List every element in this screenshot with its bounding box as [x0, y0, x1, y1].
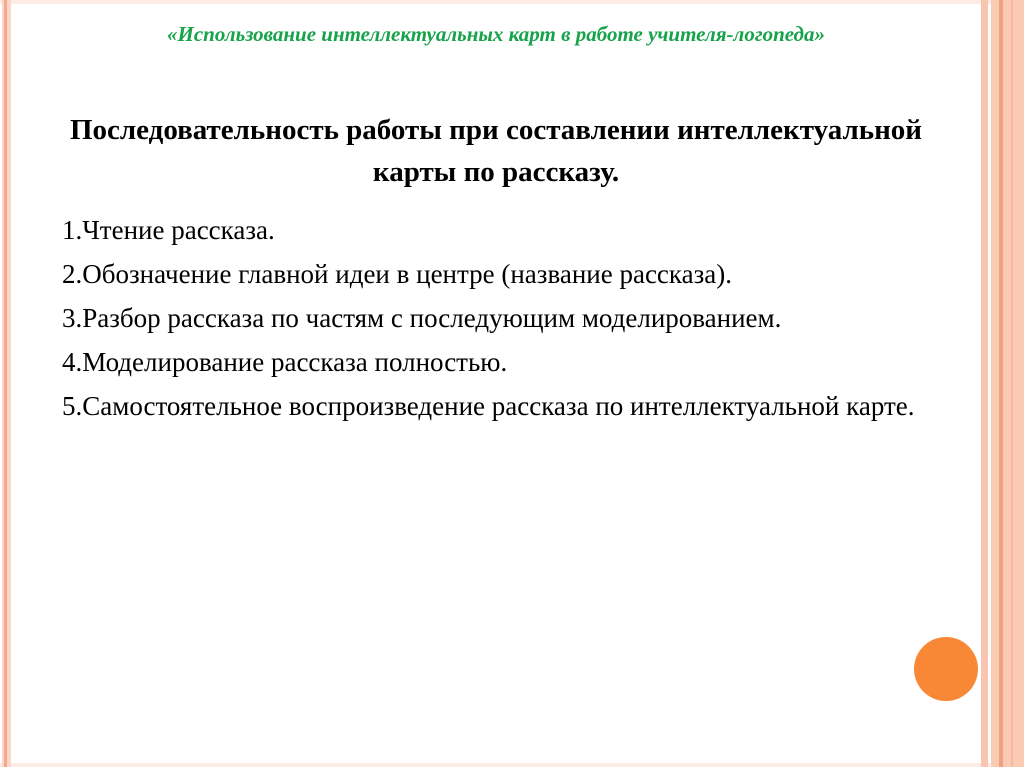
right-band-accent-line	[1011, 0, 1013, 767]
top-border-strip	[0, 0, 1024, 4]
list-item: 1.Чтение рассказа.	[62, 215, 275, 245]
list-item: 2.Обозначение главной идеи в центре (название рассказа).	[62, 259, 733, 289]
slide-title	[20, 109, 972, 193]
slide-header-title: «Использование интеллектуальных карт в работе учителя-логопеда»	[167, 22, 825, 46]
right-border-stripe	[981, 0, 988, 767]
left-border-stripe	[7, 0, 11, 767]
slide-title-line2: карты по рассказу.	[372, 156, 620, 188]
right-border-band	[991, 0, 1024, 767]
list-item: 3.Разбор рассказа по частям с последующим моделированием.	[62, 303, 782, 333]
accent-circle-decoration	[914, 637, 978, 701]
bottom-border-strip	[0, 763, 1024, 767]
slide-title-line1: Последовательность работы при составлении интеллектуальной	[69, 114, 923, 146]
right-band-accent-line	[999, 0, 1003, 767]
step-list	[62, 214, 934, 434]
list-item: 4.Моделирование рассказа полностью.	[62, 347, 508, 377]
list-item: 5.Самостоятельное воспроизведение рассказа по интеллектуальной карте.	[62, 391, 915, 421]
